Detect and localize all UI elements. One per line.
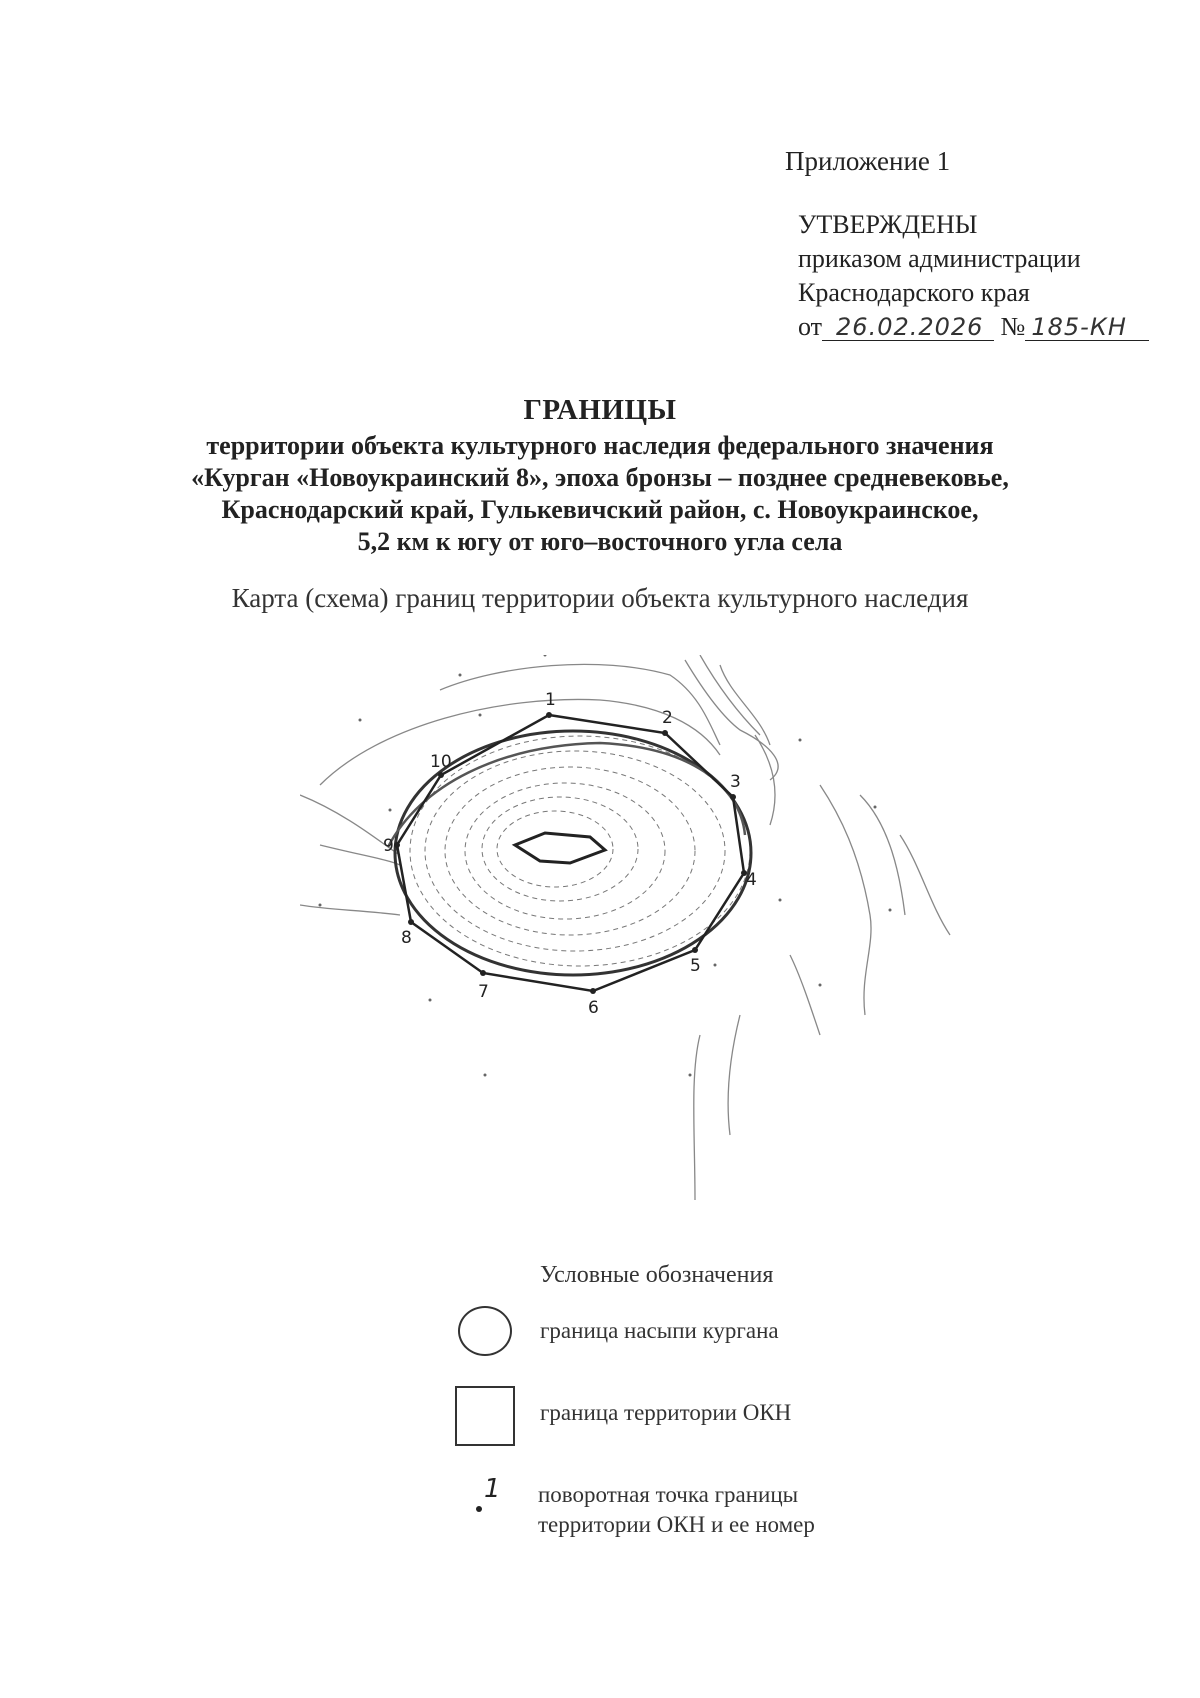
- turning-point-label-10: 10: [430, 752, 452, 772]
- legend-turning-point-line-2: территории ОКН и ее номер: [538, 1512, 815, 1537]
- map-caption: Карта (схема) границ территории объекта культурного наследия: [231, 583, 969, 613]
- approval-by-line-2: Краснодарского края: [798, 278, 1030, 307]
- boundary-map: [300, 655, 990, 1215]
- turning-point-label-5: 5: [690, 956, 701, 976]
- legend-title: Условные обозначения: [540, 1262, 774, 1288]
- approval-block: [798, 208, 1149, 344]
- turning-point-symbol-icon: [474, 1476, 504, 1516]
- turning-point-label-9: 9: [383, 836, 394, 856]
- territory-boundary-symbol-icon: [455, 1386, 515, 1446]
- legend-mound-boundary: граница насыпи кургана: [540, 1318, 779, 1343]
- turning-point-label-1: 1: [545, 690, 556, 710]
- subtitle-line-4: 5,2 км к югу от юго–восточного угла села: [357, 527, 843, 556]
- elevation-dots: [319, 655, 892, 1077]
- subtitle-line-1: территории объекта культурного наследия федерального значения: [206, 431, 994, 460]
- turning-point-label-2: 2: [662, 708, 673, 728]
- document-title: ГРАНИЦЫ: [523, 394, 677, 426]
- appendix-label: Приложение 1: [785, 146, 951, 176]
- subtitle-line-3: Краснодарский край, Гулькевичский район, с. Новоукраинское,: [221, 495, 979, 524]
- approval-by-line-1: приказом администрации: [798, 244, 1081, 273]
- turning-point-label-3: 3: [730, 772, 741, 792]
- legend-turning-point-line-1: поворотная точка границы: [538, 1482, 799, 1507]
- approval-heading: УТВЕРЖДЕНЫ: [798, 210, 978, 239]
- turning-point-labels: [383, 690, 757, 1018]
- turning-point-label-7: 7: [478, 982, 489, 1002]
- turning-point-sample-number: 1: [484, 1474, 501, 1504]
- turning-point-dot-icon: [476, 1506, 482, 1512]
- legend-turning-point: [538, 1480, 815, 1540]
- number-prefix: №: [1000, 312, 1026, 341]
- turning-point-label-4: 4: [746, 870, 757, 890]
- handwritten-date: 26.02.2026: [822, 314, 994, 341]
- turning-point-label-8: 8: [401, 928, 412, 948]
- document-subtitle: [0, 430, 1200, 558]
- date-prefix: от: [798, 312, 823, 341]
- turning-point-label-6: 6: [588, 998, 599, 1018]
- approval-date-row: [798, 310, 1149, 344]
- mound-contours: [410, 736, 750, 966]
- legend-territory-boundary: граница территории ОКН: [540, 1400, 792, 1425]
- summit-outline: [515, 833, 605, 863]
- mound-boundary-symbol-icon: [458, 1306, 512, 1356]
- handwritten-number: 185-КН: [1025, 314, 1149, 341]
- subtitle-line-2: «Курган «Новоукраинский 8», эпоха бронзы – позднее средневековье,: [191, 463, 1009, 492]
